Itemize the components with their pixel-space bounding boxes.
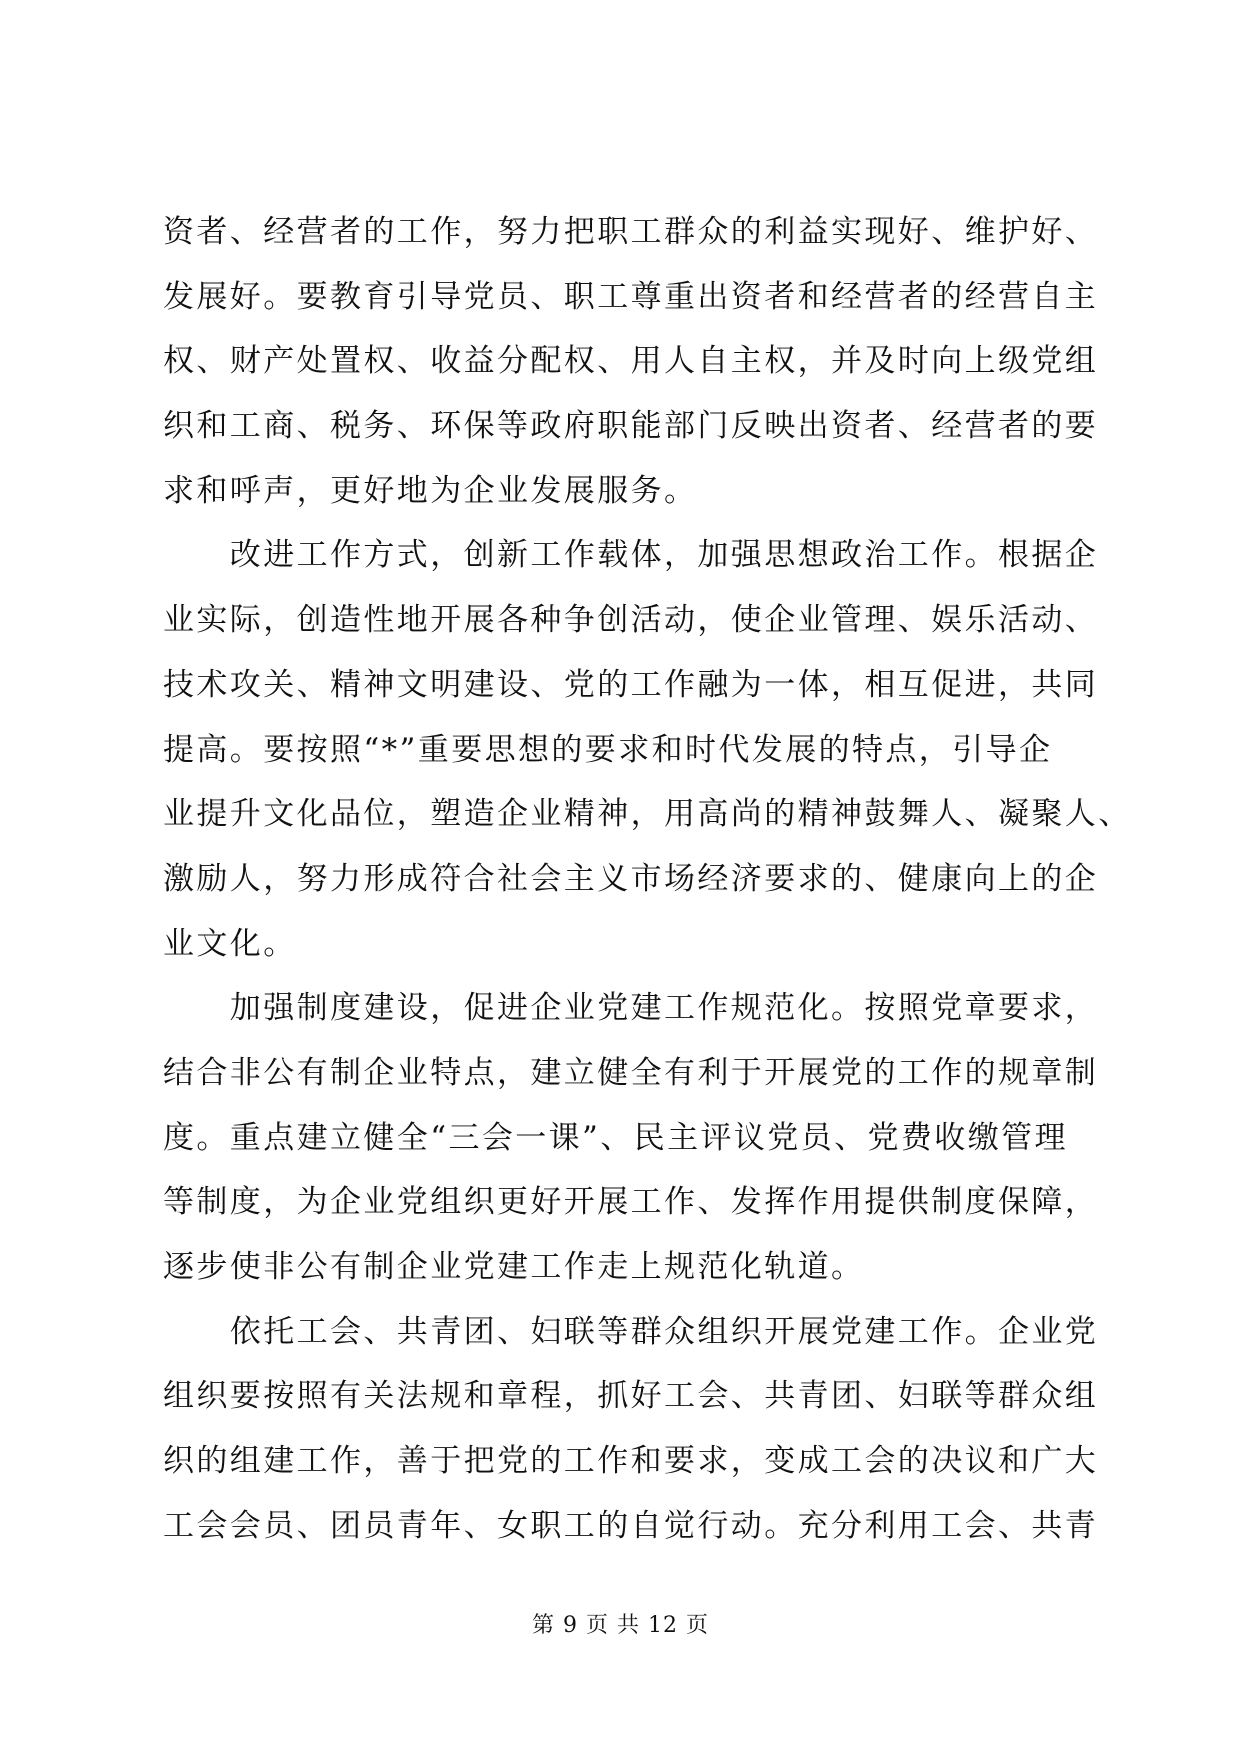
text-line: 业文化。 <box>163 925 297 962</box>
text-line: 业实际，创造性地开展各种争创活动，使企业管理、娱乐活动、 <box>163 602 1099 639</box>
text-line: 织的组建工作，善于把党的工作和要求，变成工会的决议和广大 <box>163 1443 1099 1480</box>
text-line: 逐步使非公有制企业党建工作走上规范化轨道。 <box>163 1249 865 1285</box>
text-line: 技术攻关、精神文明建设、党的工作融为一体，相互促进，共同 <box>163 666 1099 703</box>
text-line: 织和工商、税务、环保等政府职能部门反映出资者、经营者的要 <box>163 408 1099 445</box>
text-line: 度。重点建立健全“三会一课”、民主评议党员、党费收缴管理 <box>163 1119 1068 1156</box>
text-line: 组织要按照有关法规和章程，抓好工会、共青团、妇联等群众组 <box>163 1378 1099 1415</box>
text-line: 业提升文化品位，塑造企业精神，用高尚的精神鼓舞人、凝聚人、 <box>163 796 1132 833</box>
text-line: 资者、经营者的工作，努力把职工群众的利益实现好、维护好、 <box>163 214 1099 250</box>
text-line: 提高。要按照“*”重要思想的要求和时代发展的特点，引导企 <box>163 731 1053 768</box>
text-line: 求和呼声，更好地为企业发展服务。 <box>163 472 698 509</box>
text-line: 结合非公有制企业特点，建立健全有利于开展党的工作的规章制 <box>163 1054 1099 1091</box>
page-number-footer: 第 9 页 共 12 页 <box>532 1613 709 1638</box>
text-line: 发展好。要教育引导党员、职工尊重出资者和经营者的经营自主 <box>163 278 1099 315</box>
body-text <box>163 200 1132 1558</box>
text-line: 工会会员、团员青年、女职工的自觉行动。充分利用工会、共青 <box>163 1507 1099 1544</box>
text-line: 权、财产处置权、收益分配权、用人自主权，并及时向上级党组 <box>163 343 1099 380</box>
text-line: 加强制度建设，促进企业党建工作规范化。按照党章要求， <box>163 990 1099 1027</box>
text-line: 改进工作方式，创新工作载体，加强思想政治工作。根据企 <box>163 537 1099 574</box>
text-line: 等制度，为企业党组织更好开展工作、发挥作用提供制度保障， <box>163 1184 1099 1221</box>
text-line: 激励人，努力形成符合社会主义市场经济要求的、健康向上的企 <box>163 860 1099 897</box>
text-line: 依托工会、共青团、妇联等群众组织开展党建工作。企业党 <box>163 1313 1099 1350</box>
